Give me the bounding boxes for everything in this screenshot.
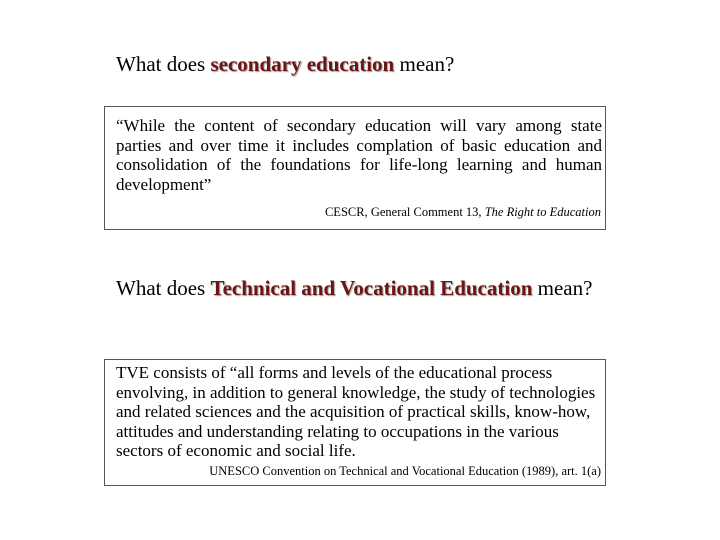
secondary-education-quote-box: [104, 106, 606, 230]
unesco-quote-text: TVE consists of “all forms and levels of the educational process envolving, in addition to general knowledge, the study of technologies and related sciences and the acquisition of practical skills, know-how, attitudes and understanding relating to occupations in the various sectors of economic and social life.: [116, 363, 596, 460]
section-1-heading: [116, 52, 454, 77]
heading-suffix: mean?: [394, 52, 455, 76]
cescr-citation: [325, 205, 601, 220]
tve-quote-box: [104, 359, 606, 486]
cescr-quote-text: “While the content of secondary education will vary among state parties and over time it includes complation of basic education and consolidation of the foundations for life-long learning and human development”: [116, 116, 602, 194]
heading-prefix: What does: [116, 276, 211, 300]
heading-highlight-secondary-education: secondary education: [210, 52, 395, 76]
heading-suffix: mean?: [532, 276, 593, 300]
unesco-citation: UNESCO Convention on Technical and Vocational Education (1989), art. 1(a): [209, 464, 601, 478]
citation-title: The Right to Education: [484, 205, 601, 219]
section-2-heading: [116, 276, 616, 301]
heading-prefix: What does: [116, 52, 211, 76]
heading-highlight-tve: Technical and Vocational Education: [210, 276, 533, 300]
citation-source: CESCR, General Comment 13,: [324, 205, 485, 219]
